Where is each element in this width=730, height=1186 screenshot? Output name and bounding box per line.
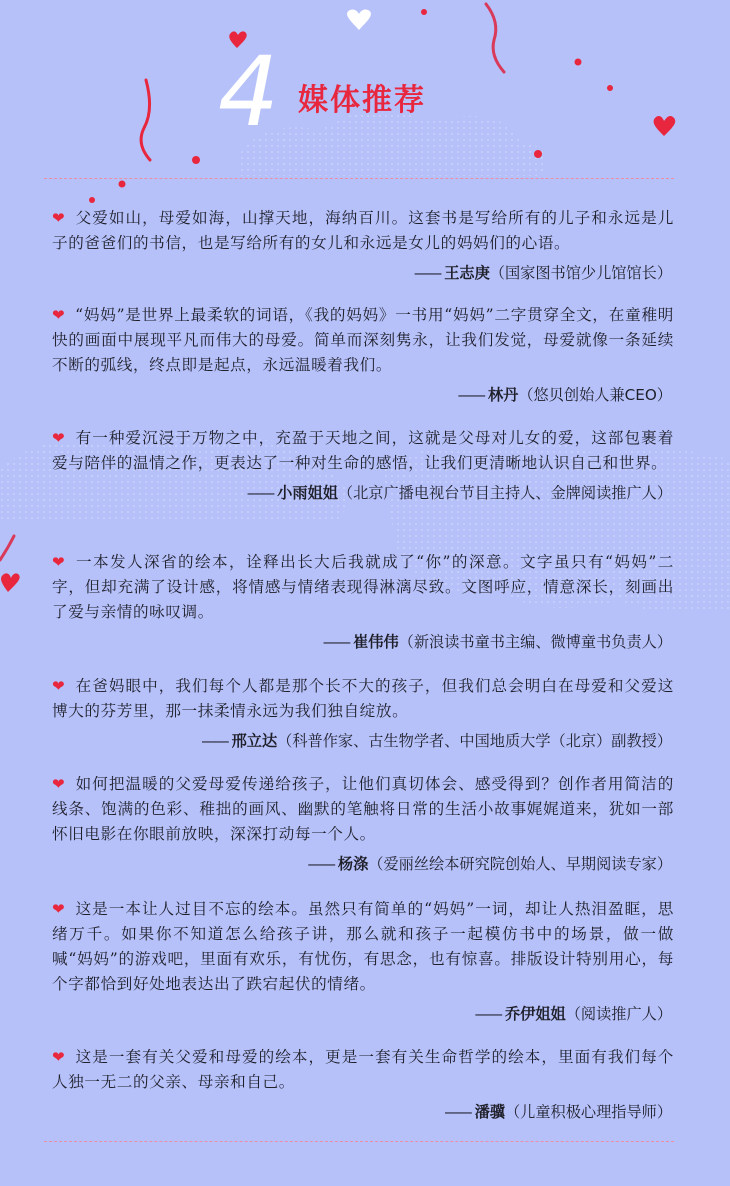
recommendation-attribution: —— 杨涤（爱丽丝绘本研究院创始人、早期阅读专家）	[307, 855, 672, 873]
recommendation-item	[52, 206, 674, 284]
recommender-role: （儿童积极心理指导师）	[504, 1103, 672, 1121]
recommender-name: 杨涤	[337, 855, 369, 873]
recommender-name: 林丹	[487, 386, 519, 404]
heart-icon: ❤	[52, 775, 66, 793]
recommender-role: （新浪读书童书主编、微博童书负责人）	[398, 633, 672, 651]
heart-icon: ❤	[52, 677, 66, 695]
recommender-role: （悠贝创始人兼CEO）	[518, 386, 672, 404]
recommendation-quote: ❤ “妈妈”是世界上最柔软的词语，《我的妈妈》一书用“妈妈”二字贯穿全文，在童稚明快的画面中展现平凡而伟大的母爱。简单而深刻隽永，让我们发觉，母爱就像一条延续不断的弧线，终点即是起点，永远温暖着我们。	[52, 303, 674, 378]
recommendation-item	[52, 772, 674, 875]
heart-icon: ❤	[52, 553, 66, 571]
recommendation-attribution: —— 邢立达（科普作家、古生物学者、中国地质大学（北京）副教授）	[201, 732, 672, 750]
recommendation-attribution: —— 崔伟伟（新浪读书童书主编、微博童书负责人）	[322, 633, 672, 651]
heart-icon: ❤	[52, 1048, 66, 1066]
recommender-role: （国家图书馆少儿馆馆长）	[489, 264, 672, 282]
recommendation-item	[52, 303, 674, 406]
recommendation-quote: ❤ 有一种爱沉浸于万物之中，充盈于天地之间，这就是父母对儿女的爱，这部包裹着爱与陪伴的温情之作，更表达了一种对生命的感悟，让我们更清晰地认识自己和世界。	[52, 426, 674, 476]
top-divider	[44, 178, 674, 179]
recommendation-attribution: —— 乔伊姐姐（阅读推广人）	[474, 1005, 672, 1023]
heart-icon: ❤	[52, 209, 66, 227]
recommender-name: 王志庚	[444, 264, 490, 282]
recommendation-item	[52, 1045, 674, 1123]
section-number: 4	[218, 36, 280, 148]
recommendation-quote: ❤ 这是一套有关父爱和母爱的绘本，更是一套有关生命哲学的绘本，里面有我们每个人独一无二的父亲、母亲和自己。	[52, 1045, 674, 1095]
recommender-name: 小雨姐姐	[277, 484, 338, 502]
recommender-role: （北京广播电视台节目主持人、金牌阅读推广人）	[337, 484, 672, 502]
recommendation-quote: ❤ 这是一本让人过目不忘的绘本。虽然只有简单的“妈妈”一词，却让人热泪盈眶，思绪万千。如果你不知道怎么给孩子讲，那么就和孩子一起模仿书中的场景，做一做喊“妈妈”的游戏吧，里面有欢乐，有忧伤，有思念，也有惊喜。排版设计特别用心，每个字都恰到好处地表达出了跌宕起伏的情绪。	[52, 897, 674, 997]
heart-icon: ❤	[52, 429, 66, 447]
recommendation-attribution: —— 王志庚（国家图书馆少儿馆馆长）	[413, 264, 672, 282]
recommender-role: （阅读推广人）	[565, 1005, 672, 1023]
section-title: 媒体推荐	[298, 83, 426, 118]
recommendation-item	[52, 550, 674, 653]
recommender-name: 乔伊姐姐	[504, 1005, 566, 1023]
recommender-name: 崔伟伟	[353, 633, 399, 651]
recommendation-item	[52, 897, 674, 1025]
recommendation-quote: ❤ 一本发人深省的绘本，诠释出长大后我就成了“你”的深意。文字虽只有“妈妈”二字，但却充满了设计感，将情感与情绪表现得淋漓尽致。文图呼应，情意深长，刻画出了爱与亲情的咏叹调。	[52, 550, 674, 625]
recommendation-quote: ❤ 父爱如山，母爱如海，山撑天地，海纳百川。这套书是写给所有的儿子和永远是儿子的爸爸们的书信，也是写给所有的女儿和永远是女儿的妈妈们的心语。	[52, 206, 674, 256]
recommendation-quote: ❤ 在爸妈眼中，我们每个人都是那个长不大的孩子，但我们总会明白在母爱和父爱这博大的芬芳里，那一抹柔情永远为我们独自绽放。	[52, 674, 674, 724]
bottom-divider	[44, 1141, 674, 1142]
recommender-name: 邢立达	[231, 732, 278, 750]
recommender-name: 潘骥	[474, 1103, 505, 1121]
section-header	[0, 0, 730, 180]
recommendation-item	[52, 426, 674, 504]
heart-icon: ❤	[52, 900, 66, 918]
heart-icon: ❤	[52, 306, 66, 324]
recommender-role: （科普作家、古生物学者、中国地质大学（北京）副教授）	[277, 732, 672, 750]
recommendation-quote: ❤ 如何把温暖的父爱母爱传递给孩子，让他们真切体会、感受得到？创作者用简洁的线条、饱满的色彩、稚拙的画风、幽默的笔触将日常的生活小故事娓娓道来，犹如一部怀旧电影在你眼前放映，深深打动每一个人。	[52, 772, 674, 847]
recommender-role: （爱丽丝绘本研究院创始人、早期阅读专家）	[368, 855, 672, 873]
recommendation-attribution: —— 潘骥（儿童积极心理指导师）	[444, 1103, 672, 1121]
recommendation-attribution: —— 小雨姐姐（北京广播电视台节目主持人、金牌阅读推广人）	[246, 484, 672, 502]
recommendation-attribution: —— 林丹（悠贝创始人兼CEO）	[457, 386, 672, 404]
recommendation-item	[52, 674, 674, 752]
